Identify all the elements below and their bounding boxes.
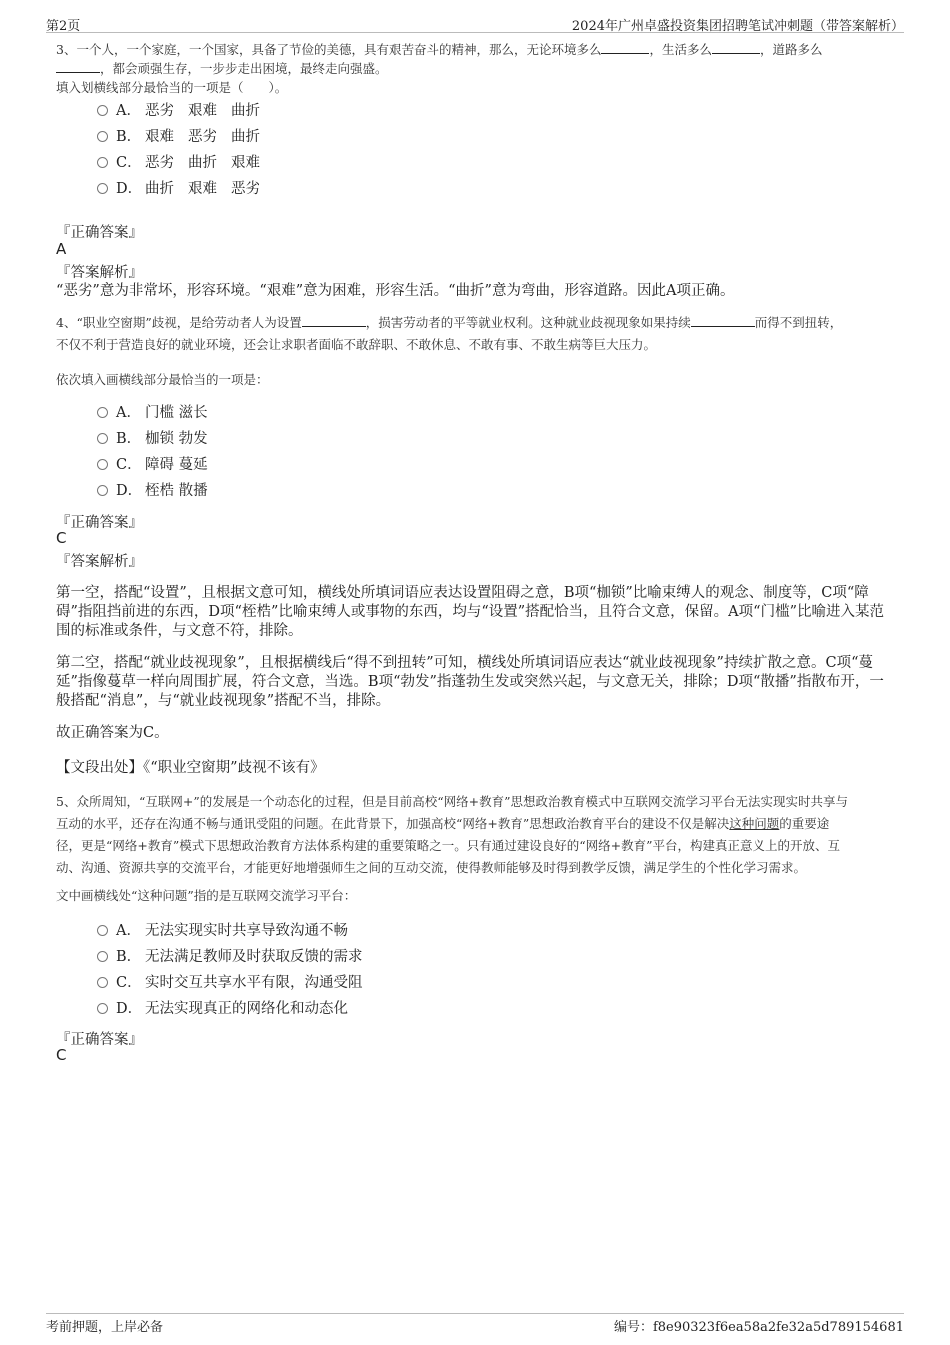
q3-stem [56, 40, 906, 97]
q5-option-a[interactable]: A． 无法实现实时共享导致沟通不畅 [97, 920, 348, 942]
q4-answer: C [56, 529, 67, 547]
q4-prompt: 依次填入画横线部分最恰当的一项是： [56, 372, 269, 387]
radio-button-icon[interactable] [97, 485, 108, 496]
q5-stem-line3: 径，更是“网络+教育”模式下思想政治教育方法体系构建的重要策略之一。只有通过建设良好的“网络+教育”平台，构建真正意义上的开放、互 [56, 838, 841, 853]
q4-stem [56, 312, 906, 356]
q5-prompt: 文中画横线处“这种问题”指的是互联网交流学习平台： [56, 888, 357, 903]
radio-button-icon[interactable] [97, 1003, 108, 1014]
q5-stem-line2: 互动的水平，还存在沟通不畅与通讯受阻的问题。在此背景下，加强高校“网络+教育”思想政治教育平台的建设不仅是解决这种问题的重要途 [56, 816, 830, 831]
q3-analysis-label: 『答案解析』 [56, 265, 143, 281]
q3-option-c[interactable]: C． 恶劣 曲折 艰难 [97, 152, 260, 174]
q4-option-d[interactable]: D． 桎梏 散播 [97, 480, 208, 502]
q3-option-a[interactable]: A． 恶劣 艰难 曲折 [97, 100, 260, 122]
radio-button-icon[interactable] [97, 183, 108, 194]
page-footer [46, 1313, 904, 1334]
blank [601, 40, 649, 54]
q4-conclusion: 故正确答案为C。 [56, 725, 169, 741]
document-id: 编号：f8e90323f6ea58a2fe32a5d789154681 [613, 1320, 904, 1335]
q5-option-d[interactable]: D． 无法实现真正的网络化和动态化 [97, 998, 348, 1020]
radio-button-icon[interactable] [97, 951, 108, 962]
q3-stem-line2: ，都会顽强生存，一步步走出困境，最终走向强盛。 [56, 59, 906, 78]
q5-stem-line4: 动、沟通、资源共享的交流平台，才能更好地增强师生之间的互动交流，使得教师能够及时得到教学反馈，满足学生的个性化学习需求。 [56, 860, 807, 875]
q3-answer: A [56, 240, 67, 258]
q4-stem-line1: 4、“职业空窗期”歧视，是给劳动者人为设置 ，损害劳动者的平等就业权利。这种就业歧视现象如果持续 而得不到扭转， [56, 315, 843, 330]
radio-button-icon[interactable] [97, 407, 108, 418]
q3-option-b[interactable]: B． 艰难 恶劣 曲折 [97, 126, 260, 148]
q4-option-c[interactable]: C． 障碍 蔓延 [97, 454, 208, 476]
q5-option-c[interactable]: C． 实时交互共享水平有限，沟通受阻 [97, 972, 363, 994]
blank [56, 59, 100, 73]
radio-button-icon[interactable] [97, 459, 108, 470]
q5-answer: C [56, 1046, 67, 1064]
q3-prompt: 填入划横线部分最恰当的一项是（ ）。 [56, 80, 288, 95]
q4-stem-line2: 不仅不利于营造良好的就业环境，还会让求职者面临不敢辞职、不敢休息、不敢有事、不敢生病等巨大压力。 [56, 337, 657, 352]
q4-option-b[interactable]: B． 枷锁 勃发 [97, 428, 208, 450]
blank [691, 313, 755, 327]
blank [302, 313, 366, 327]
underlined-phrase: 这种问题 [729, 816, 780, 831]
q5-stem [56, 791, 906, 879]
q4-option-a[interactable]: A． 门槛 滋长 [97, 402, 208, 424]
q3-stem-line1: 3、一个人，一个家庭，一个国家，具备了节俭的美德，具有艰苦奋斗的精神，那么，无论环境多么 ，生活多么 ，道路多么 [56, 42, 823, 57]
q4-analysis-para1: 第一空，搭配“设置”，且根据文意可知，横线处所填词语应表达设置阻碍之意，B项“枷锁”比喻束缚人的观念、制度等，C项“障碍”指阻挡前进的东西，D项“桎梏”比喻束缚人或事物的东西，均与“设置”搭配恰当，且符合文意，保留。A项“门槛”比喻进入某范围的标准或条件，与文意不符，排除。 [56, 585, 884, 639]
radio-button-icon[interactable] [97, 977, 108, 988]
radio-button-icon[interactable] [97, 925, 108, 936]
footer-slogan: 考前押题，上岸必备 [46, 1320, 164, 1335]
q4-analysis-label: 『答案解析』 [56, 554, 143, 570]
radio-button-icon[interactable] [97, 105, 108, 116]
q3-answer-label: 『正确答案』 [56, 225, 143, 241]
page-header [46, 12, 904, 33]
blank [712, 40, 760, 54]
radio-button-icon[interactable] [97, 157, 108, 168]
document-title: 2024年广州卓盛投资集团招聘笔试冲刺题（带答案解析） [571, 19, 904, 34]
q5-answer-label: 『正确答案』 [56, 1032, 143, 1048]
q5-stem-line1: 5、众所周知，“互联网+”的发展是一个动态化的过程，但是目前高校“网络+教育”思想政治教育模式中互联网交流学习平台无法实现实时共享与 [56, 794, 848, 809]
q3-option-d[interactable]: D． 曲折 艰难 恶劣 [97, 178, 260, 200]
page-number: 第2页 [46, 19, 81, 34]
q4-source: 【文段出处】《“职业空窗期”歧视不该有》 [56, 760, 325, 776]
q4-analysis-para2: 第二空，搭配“就业歧视现象”，且根据横线后“得不到扭转”可知，横线处所填词语应表达“就业歧视现象”持续扩散之意。C项“蔓延”指像蔓草一样向周围扩展，符合文意，当选。B项“勃发”指蓬勃生发或突然兴起，与文意无关，排除；D项“散播”指散布开，一般搭配“消息”，与“就业歧视现象”搭配不当，排除。 [56, 655, 884, 709]
q5-option-b[interactable]: B． 无法满足教师及时获取反馈的需求 [97, 946, 363, 968]
radio-button-icon[interactable] [97, 131, 108, 142]
radio-button-icon[interactable] [97, 433, 108, 444]
q3-analysis: “恶劣”意为非常坏，形容环境。“艰难”意为困难，形容生活。“曲折”意为弯曲，形容道路。因此A项正确。 [56, 283, 735, 299]
q4-answer-label: 『正确答案』 [56, 515, 143, 531]
